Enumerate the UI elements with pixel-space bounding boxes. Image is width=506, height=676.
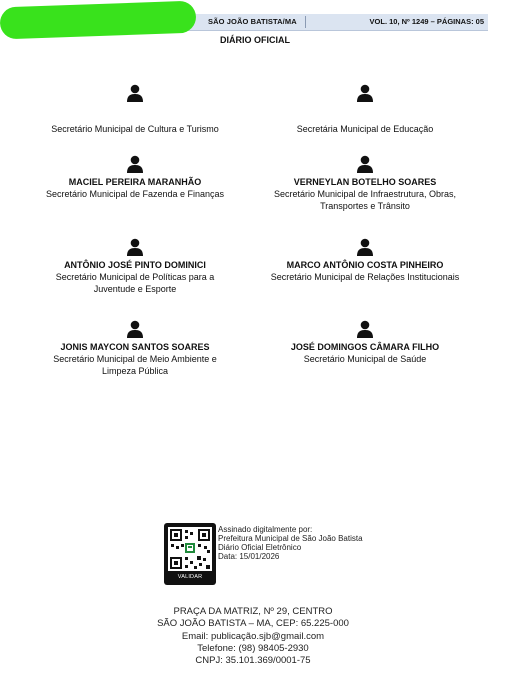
signatory-name <box>255 106 475 117</box>
signature-block <box>25 155 245 200</box>
footer-line: SÃO JOÃO BATISTA – MA, CEP: 65.225-000 <box>157 618 349 630</box>
signature-block <box>25 84 245 135</box>
header-city: SÃO JOÃO BATISTA/MA <box>208 17 297 26</box>
page-title: DIÁRIO OFICIAL <box>220 35 290 45</box>
signed-line: Diário Oficial Eletrônico <box>218 543 302 552</box>
redaction-mark <box>0 1 196 40</box>
footer-email: Email: publicação.sjb@gmail.com <box>181 630 325 642</box>
signatory-role: Secretário Municipal de Políticas para a Juventude e Esporte <box>55 272 215 294</box>
person-icon <box>356 155 374 173</box>
footer-line: Telefone: (98) 98405-2930 <box>197 642 309 654</box>
signature-block <box>25 238 245 295</box>
validate-label: VALIDAR <box>177 574 203 580</box>
signatory-role: Secretário Municipal de Meio Ambiente e Limpeza Pública <box>53 354 217 376</box>
signatory-name: JONIS MAYCON SANTOS SOARES <box>60 342 210 352</box>
person-icon <box>356 238 374 256</box>
header-divider <box>305 16 306 28</box>
person-icon <box>126 238 144 256</box>
signatory-name: VERNEYLAN BOTELHO SOARES <box>293 177 437 187</box>
signature-block <box>255 155 475 212</box>
signatory-role: Secretária Municipal de Educação <box>296 124 434 134</box>
footer-line: CNPJ: 35.101.369/0001-75 <box>195 655 311 667</box>
qr-code <box>168 527 212 571</box>
signatory-role: Secretário Municipal de Saúde <box>303 354 427 364</box>
signatory-name <box>25 106 245 117</box>
signature-block <box>25 320 245 377</box>
person-icon <box>126 84 144 102</box>
digital-signature-info <box>218 525 363 561</box>
person-icon <box>126 155 144 173</box>
footer-address <box>0 606 506 667</box>
signature-block <box>255 320 475 365</box>
person-icon <box>356 84 374 102</box>
signed-line: Assinado digitalmente por: <box>218 525 313 534</box>
person-icon <box>356 320 374 338</box>
signatory-name: MARCO ANTÔNIO COSTA PINHEIRO <box>286 260 444 270</box>
header-volume: VOL. 10, Nº 1249 – PÁGINAS: 05 <box>369 17 484 26</box>
signatory-name: ANTÔNIO JOSÉ PINTO DOMINICI <box>64 260 206 270</box>
signatory-name: MACIEL PEREIRA MARANHÃO <box>68 177 202 187</box>
signatory-role: Secretário Municipal de Infraestrutura, Obras, Transportes e Trânsito <box>273 189 457 211</box>
signatory-name: JOSÉ DOMINGOS CÂMARA FILHO <box>290 342 440 352</box>
signed-line: Prefeitura Municipal de São João Batista <box>218 534 363 543</box>
signatory-role: Secretário Municipal de Fazenda e Finanças <box>45 189 225 199</box>
signatory-role: Secretário Municipal de Cultura e Turismo <box>51 124 219 134</box>
signature-block <box>255 84 475 135</box>
person-icon <box>126 320 144 338</box>
signed-line: Data: 15/01/2026 <box>218 552 280 561</box>
signature-block <box>255 238 475 283</box>
footer-line: PRAÇA DA MATRIZ, Nº 29, CENTRO <box>173 606 333 617</box>
signatory-role: Secretário Municipal de Relações Institucionais <box>270 272 460 282</box>
qr-validation-card[interactable] <box>164 523 216 585</box>
